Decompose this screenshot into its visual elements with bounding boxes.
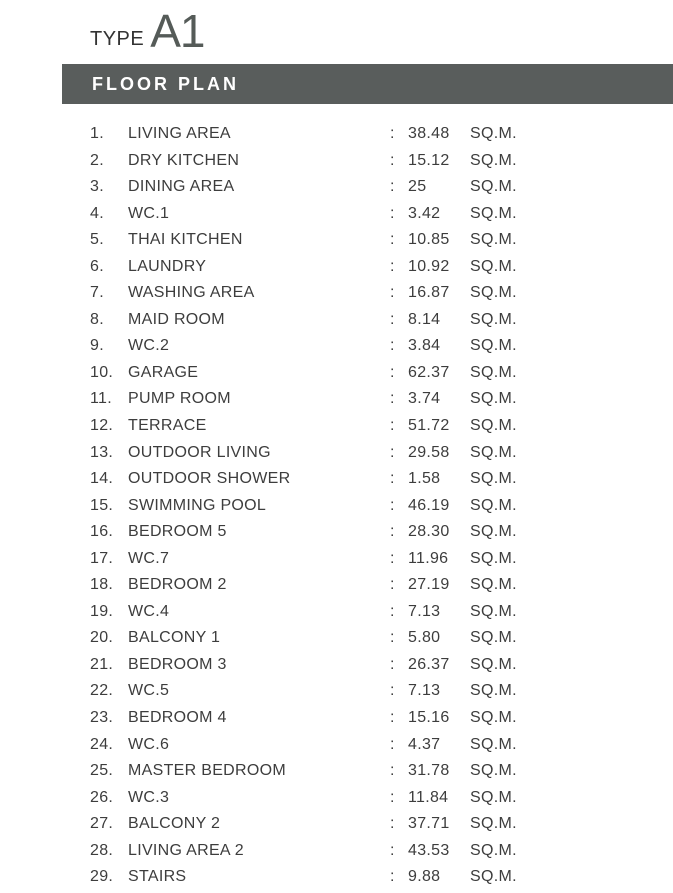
room-row [0, 678, 673, 705]
room-number: 6. [90, 257, 104, 275]
room-area-value: 11.96 [408, 549, 449, 567]
room-row [0, 625, 673, 652]
separator-colon: : [390, 417, 395, 435]
room-area-value: 37.71 [408, 815, 450, 833]
room-area-unit: SQ.M. [470, 363, 517, 381]
separator-colon: : [390, 788, 395, 806]
room-area-list [0, 121, 673, 891]
room-name: LAUNDRY [128, 257, 207, 275]
room-number: 24. [90, 735, 114, 753]
room-area-value: 46.19 [408, 496, 450, 514]
room-number: 27. [90, 815, 114, 833]
separator-colon: : [390, 709, 395, 727]
room-name: WC.3 [128, 788, 170, 806]
separator-colon: : [390, 125, 395, 142]
room-area-value: 7.13 [408, 682, 441, 700]
room-name: WASHING AREA [128, 284, 255, 302]
room-row [0, 811, 673, 838]
room-area-value: 62.37 [408, 363, 450, 381]
room-number: 20. [90, 629, 114, 647]
room-area-value: 25 [408, 178, 427, 196]
room-number: 14. [90, 470, 114, 488]
room-name: WC.6 [128, 735, 170, 753]
room-area-unit: SQ.M. [470, 629, 517, 647]
separator-colon: : [390, 841, 395, 859]
room-row [0, 121, 673, 148]
room-area-value: 51.72 [408, 417, 450, 435]
room-number: 29. [90, 868, 114, 886]
room-name: MAID ROOM [128, 310, 225, 328]
room-number: 7. [90, 284, 104, 302]
room-row [0, 360, 673, 387]
room-area-unit: SQ.M. [470, 178, 517, 196]
room-number: 23. [90, 709, 114, 727]
separator-colon: : [390, 815, 395, 833]
room-area-value: 16.87 [408, 284, 450, 302]
separator-colon: : [390, 682, 395, 700]
room-row [0, 148, 673, 175]
room-area-unit: SQ.M. [470, 204, 517, 222]
separator-colon: : [390, 602, 395, 620]
room-area-unit: SQ.M. [470, 284, 517, 302]
room-number: 25. [90, 762, 114, 780]
separator-colon: : [390, 868, 395, 886]
room-area-unit: SQ.M. [470, 868, 517, 886]
room-name: WC.7 [128, 549, 170, 567]
room-number: 12. [90, 417, 114, 435]
room-number: 8. [90, 310, 104, 328]
room-area-value: 5.80 [408, 629, 441, 647]
room-area-unit: SQ.M. [470, 470, 517, 488]
room-area-unit: SQ.M. [470, 496, 517, 514]
room-row [0, 572, 673, 599]
room-area-value: 27.19 [408, 576, 450, 594]
room-area-value: 10.92 [408, 257, 450, 275]
separator-colon: : [390, 735, 395, 753]
room-row [0, 838, 673, 865]
room-name: BEDROOM 3 [128, 655, 227, 673]
separator-colon: : [390, 178, 395, 196]
room-row [0, 413, 673, 440]
room-number: 15. [90, 496, 114, 514]
unit-type-heading [90, 4, 205, 57]
separator-colon: : [390, 629, 395, 647]
room-row [0, 546, 673, 573]
floor-plan-section-bar [62, 64, 673, 104]
room-number: 9. [90, 337, 104, 355]
room-number: 21. [90, 655, 114, 673]
room-area-unit: SQ.M. [470, 151, 517, 169]
room-name: BEDROOM 4 [128, 709, 227, 727]
room-area-value: 3.74 [408, 390, 441, 408]
room-area-unit: SQ.M. [470, 231, 517, 249]
room-area-unit: SQ.M. [470, 257, 517, 275]
room-number: 19. [90, 602, 114, 620]
room-row [0, 705, 673, 732]
room-number: 17. [90, 549, 114, 567]
room-row [0, 386, 673, 413]
room-name: WC.1 [128, 204, 170, 222]
room-row [0, 201, 673, 228]
room-area-unit: SQ.M. [470, 655, 517, 673]
room-name: WC.5 [128, 682, 170, 700]
room-area-value: 29.58 [408, 443, 450, 461]
room-area-unit: SQ.M. [470, 735, 517, 753]
room-name: LIVING AREA [128, 125, 231, 142]
room-area-value: 31.78 [408, 762, 450, 780]
room-row [0, 280, 673, 307]
room-number: 18. [90, 576, 114, 594]
room-area-unit: SQ.M. [470, 337, 517, 355]
room-area-unit: SQ.M. [470, 443, 517, 461]
room-row [0, 227, 673, 254]
room-area-unit: SQ.M. [470, 682, 517, 700]
room-number: 5. [90, 231, 104, 249]
separator-colon: : [390, 549, 395, 567]
room-area-value: 1.58 [408, 470, 441, 488]
separator-colon: : [390, 257, 395, 275]
separator-colon: : [390, 151, 395, 169]
room-area-value: 15.16 [408, 709, 450, 727]
room-area-value: 3.84 [408, 337, 441, 355]
room-area-value: 15.12 [408, 151, 450, 169]
room-area-unit: SQ.M. [470, 602, 517, 620]
separator-colon: : [390, 337, 395, 355]
room-number: 2. [90, 151, 104, 169]
room-area-unit: SQ.M. [470, 841, 517, 859]
separator-colon: : [390, 231, 395, 249]
room-name: BALCONY 2 [128, 815, 221, 833]
room-row [0, 785, 673, 812]
room-name: PUMP ROOM [128, 390, 231, 408]
section-title: FLOOR PLAN [92, 73, 239, 94]
separator-colon: : [390, 310, 395, 328]
room-row [0, 599, 673, 626]
room-area-unit: SQ.M. [470, 549, 517, 567]
room-name: OUTDOOR LIVING [128, 443, 271, 461]
room-area-value: 43.53 [408, 841, 450, 859]
room-number: 11. [90, 390, 112, 408]
room-area-value: 4.37 [408, 735, 441, 753]
room-row [0, 307, 673, 334]
room-row [0, 758, 673, 785]
room-number: 4. [90, 204, 104, 222]
room-name: MASTER BEDROOM [128, 762, 286, 780]
room-name: WC.4 [128, 602, 170, 620]
room-area-value: 7.13 [408, 602, 441, 620]
separator-colon: : [390, 204, 395, 222]
room-area-unit: SQ.M. [470, 390, 517, 408]
room-area-value: 3.42 [408, 204, 441, 222]
separator-colon: : [390, 443, 395, 461]
separator-colon: : [390, 576, 395, 594]
room-area-unit: SQ.M. [470, 709, 517, 727]
room-number: 28. [90, 841, 114, 859]
room-number: 16. [90, 523, 114, 541]
separator-colon: : [390, 762, 395, 780]
room-row [0, 652, 673, 679]
room-row [0, 493, 673, 520]
room-number: 3. [90, 178, 104, 196]
room-name: BALCONY 1 [128, 629, 221, 647]
room-name: WC.2 [128, 337, 170, 355]
room-name: OUTDOOR SHOWER [128, 470, 291, 488]
room-row [0, 466, 673, 493]
room-area-value: 28.30 [408, 523, 450, 541]
separator-colon: : [390, 470, 395, 488]
room-area-value: 9.88 [408, 868, 441, 886]
room-row [0, 254, 673, 281]
room-name: GARAGE [128, 363, 199, 381]
separator-colon: : [390, 523, 395, 541]
room-area-unit: SQ.M. [470, 762, 517, 780]
room-number: 1. [90, 125, 104, 142]
room-row [0, 864, 673, 891]
room-area-unit: SQ.M. [470, 310, 517, 328]
room-name: SWIMMING POOL [128, 496, 267, 514]
room-area-unit: SQ.M. [470, 417, 517, 435]
separator-colon: : [390, 284, 395, 302]
room-area-unit: SQ.M. [470, 788, 517, 806]
room-name: DINING AREA [128, 178, 235, 196]
room-name: THAI KITCHEN [128, 231, 243, 249]
room-area-unit: SQ.M. [470, 523, 517, 541]
type-code-label: A1 [150, 5, 205, 57]
room-area-value: 38.48 [408, 125, 450, 142]
room-number: 10. [90, 363, 114, 381]
room-area-unit: SQ.M. [470, 815, 517, 833]
room-area-value: 10.85 [408, 231, 450, 249]
room-number: 22. [90, 682, 114, 700]
separator-colon: : [390, 363, 395, 381]
room-area-value: 8.14 [408, 310, 441, 328]
room-row [0, 519, 673, 546]
separator-colon: : [390, 496, 395, 514]
room-name: LIVING AREA 2 [128, 841, 244, 859]
room-row [0, 440, 673, 467]
separator-colon: : [390, 390, 395, 408]
room-row [0, 732, 673, 759]
room-area-value: 11.84 [408, 788, 449, 806]
room-number: 13. [90, 443, 114, 461]
room-area-unit: SQ.M. [470, 576, 517, 594]
separator-colon: : [390, 655, 395, 673]
room-name: DRY KITCHEN [128, 151, 240, 169]
room-name: TERRACE [128, 417, 207, 435]
room-name: STAIRS [128, 868, 187, 886]
room-name: BEDROOM 2 [128, 576, 227, 594]
room-row [0, 174, 673, 201]
room-area-unit: SQ.M. [470, 125, 517, 142]
room-number: 26. [90, 788, 114, 806]
type-prefix-label: TYPE [90, 28, 145, 50]
room-name: BEDROOM 5 [128, 523, 227, 541]
room-row [0, 333, 673, 360]
room-area-value: 26.37 [408, 655, 450, 673]
